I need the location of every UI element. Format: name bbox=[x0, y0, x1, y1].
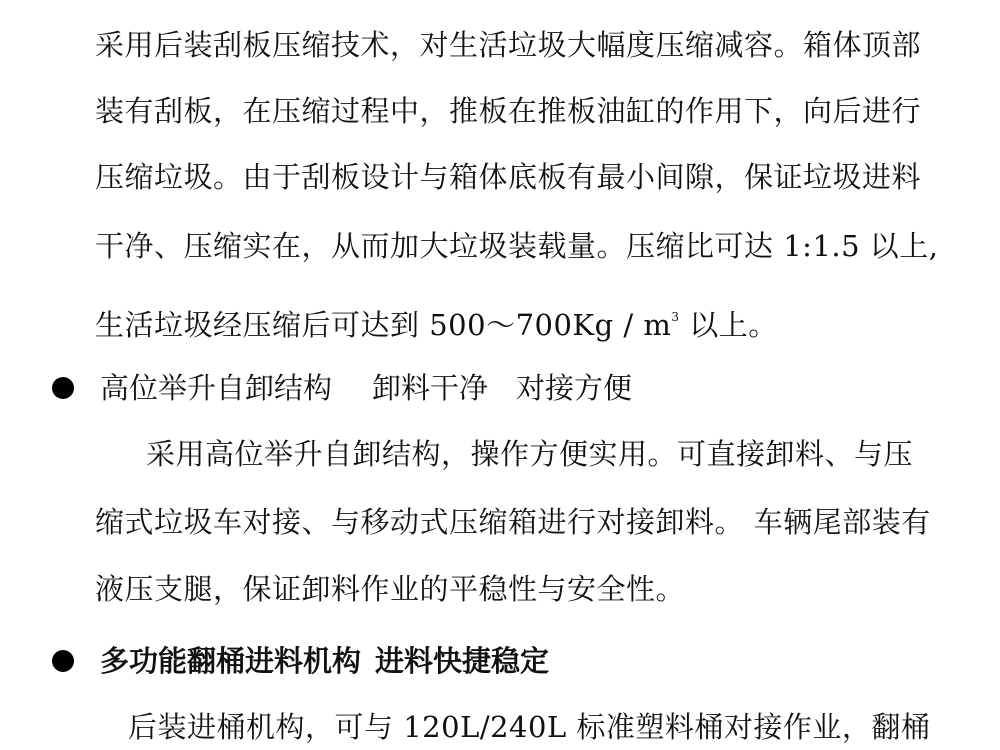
bullet-icon bbox=[52, 377, 74, 399]
paragraph2-line2: 缩式垃圾车对接、与移动式压缩箱进行对接卸料。 车辆尾部装有 bbox=[95, 505, 931, 539]
heading1-part1: 高位举升自卸结构 bbox=[100, 371, 333, 405]
heading1-part3: 对接方便 bbox=[516, 371, 633, 405]
heading2-part2: 进料快捷稳定 bbox=[375, 644, 550, 678]
paragraph1-line3: 压缩垃圾。由于刮板设计与箱体底板有最小间隙，保证垃圾进料 bbox=[95, 160, 922, 194]
paragraph1-line5-text: 生活垃圾经压缩后可达到 500～700Kg / m bbox=[95, 308, 672, 342]
heading1-part2: 卸料干净 bbox=[372, 371, 489, 405]
bullet-icon bbox=[52, 650, 74, 672]
paragraph1-line5 bbox=[95, 300, 778, 342]
paragraph2-line3: 液压支腿，保证卸料作业的平稳性与安全性。 bbox=[95, 572, 686, 606]
paragraph1-line1: 采用后装刮板压缩技术，对生活垃圾大幅度压缩减容。箱体顶部 bbox=[95, 28, 922, 62]
paragraph2-line1: 采用高位举升自卸结构，操作方便实用。可直接卸料、与压 bbox=[146, 437, 914, 471]
section-heading-2 bbox=[52, 644, 549, 678]
heading2-part1: 多功能翻桶进料机构 bbox=[100, 644, 362, 678]
unit-superscript: 3 bbox=[671, 310, 680, 324]
section-heading-1 bbox=[52, 371, 632, 405]
paragraph3-line1: 后装进桶机构，可与 120L/240L 标准塑料桶对接作业，翻桶 bbox=[128, 710, 931, 744]
paragraph1-line5-tail: 以上。 bbox=[689, 308, 778, 342]
paragraph1-line2: 装有刮板，在压缩过程中，推板在推板油缸的作用下，向后进行 bbox=[95, 94, 922, 128]
paragraph1-line4: 干净、压缩实在，从而加大垃圾装载量。压缩比可达 1:1.5 以上, bbox=[95, 229, 939, 263]
